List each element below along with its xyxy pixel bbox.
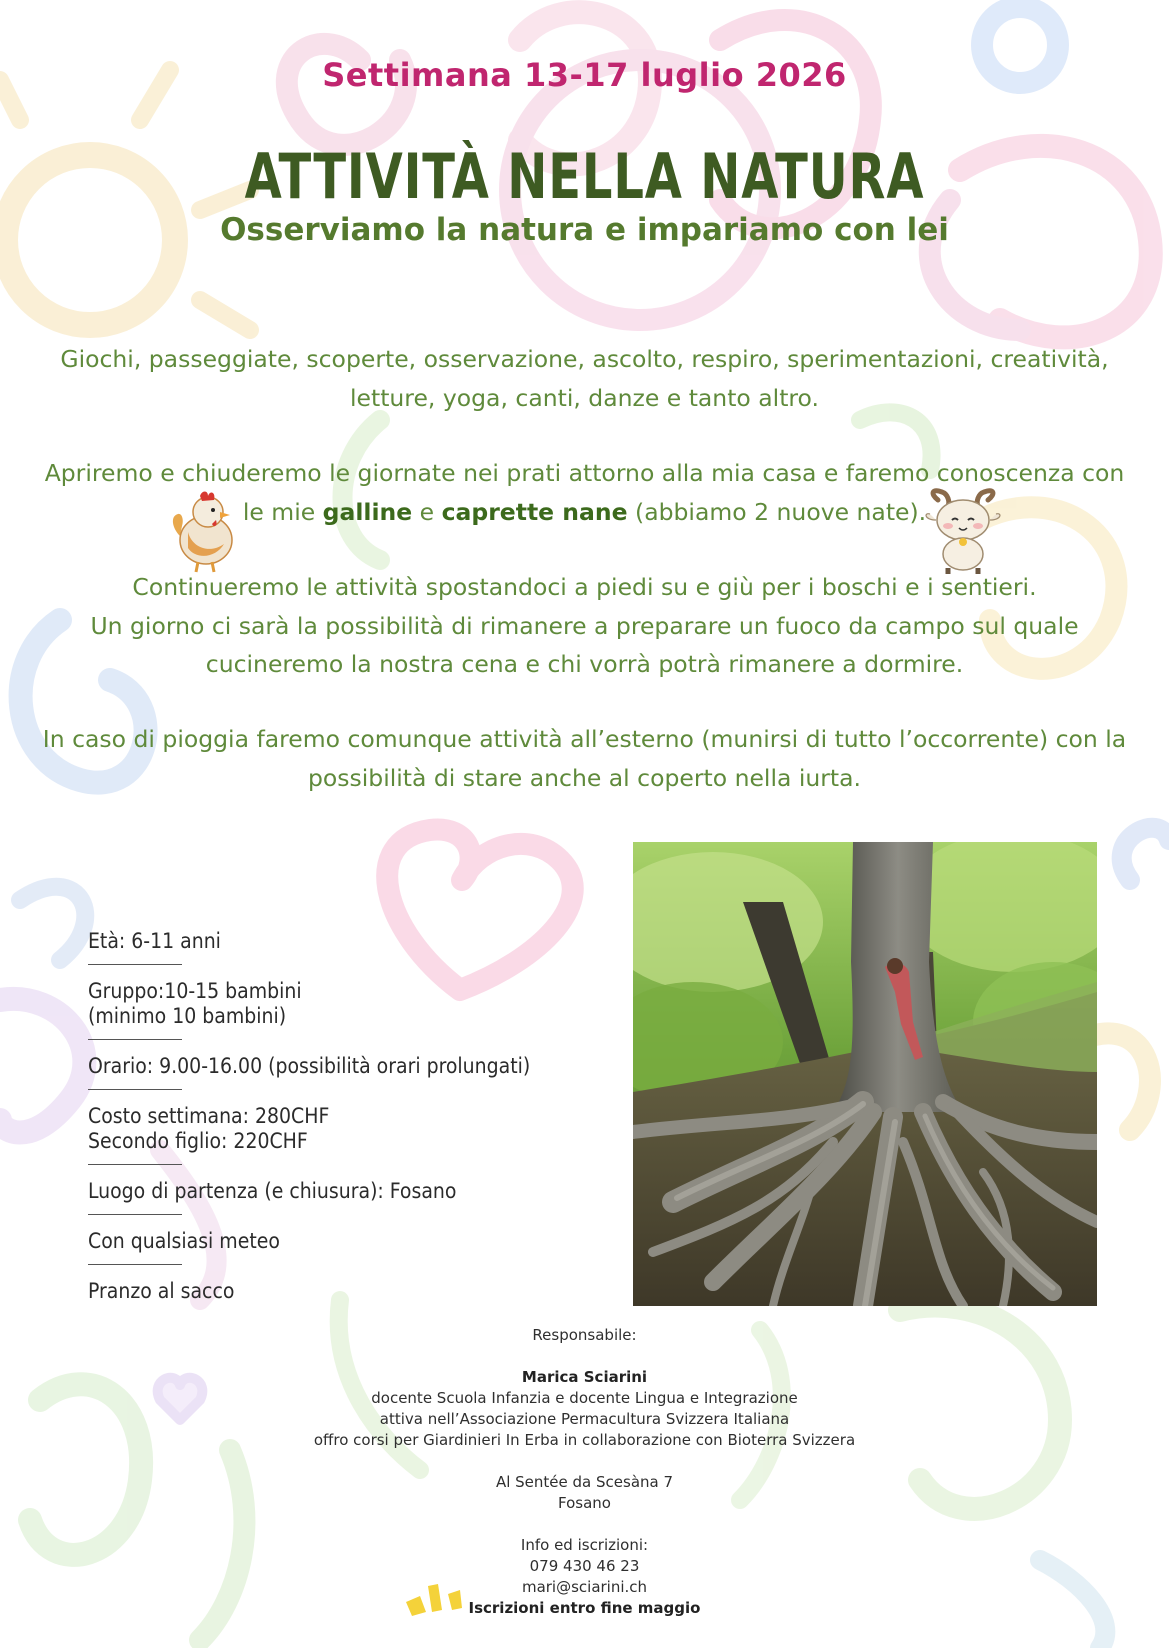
paragraph-line: Giochi, passeggiate, scoperte, osservazione, ascolto, respiro, sperimentazioni, creatività,: [60, 345, 1109, 373]
contact-phone: 079 430 46 23: [529, 1557, 640, 1575]
info-age: Età: 6-11 anni: [88, 929, 221, 953]
tree-roots-photo: [633, 842, 1097, 1306]
paragraph-line: Un giorno ci sarà la possibilità di rimanere a preparare un fuoco da campo sul quale: [90, 611, 1079, 640]
text-run: e: [412, 497, 442, 526]
address-town: Fosano: [558, 1494, 611, 1512]
divider: [88, 1264, 182, 1265]
responsible-name: Marica Sciarini: [521, 1368, 648, 1386]
highlight-galline: galline: [322, 497, 413, 526]
info-schedule: Orario: 9.00-16.00 (possibilità orari prolungati): [88, 1054, 531, 1078]
contact-label: Info ed iscrizioni:: [520, 1536, 649, 1554]
divider: [88, 1214, 182, 1215]
paragraph-line: In caso di pioggia faremo comunque attività all’esterno (munirsi di tutto l’occorrente) con la: [42, 725, 1127, 753]
paragraph-line: Apriremo e chiuderemo le giornate nei prati attorno alla mia casa e faremo conoscenza con: [44, 459, 1125, 487]
responsible-role: offro corsi per Giardinieri In Erba in collaborazione con Bioterra Svizzera: [313, 1431, 856, 1449]
divider: [88, 1089, 182, 1090]
goat-illustration: [924, 488, 1002, 574]
info-group-min: (minimo 10 bambini): [88, 1004, 287, 1028]
divider: [88, 1039, 182, 1040]
highlight-caprette: caprette nane: [441, 497, 628, 526]
divider: [88, 1164, 182, 1165]
info-group: Gruppo:10-15 bambini: [88, 979, 302, 1003]
responsible-role: docente Scuola Infanzia e docente Lingua e Integrazione: [371, 1389, 798, 1407]
info-cost-second: Secondo figlio: 220CHF: [88, 1129, 308, 1153]
paragraph-line: possibilità di stare anche al coperto nella iurta.: [307, 763, 862, 792]
sparkle-icon: [404, 1580, 468, 1620]
responsible-block: [0, 1367, 1169, 1451]
contact-email[interactable]: mari@sciarini.ch: [521, 1578, 648, 1596]
address-block: [0, 1472, 1169, 1514]
info-cost: Costo settimana: 280CHF: [88, 1104, 330, 1128]
divider: [88, 964, 182, 965]
paragraph-line: Continueremo le attività spostandoci a piedi su e giù per i boschi e i sentieri.: [132, 573, 1037, 601]
info-location: Luogo di partenza (e chiusura): Fosano: [88, 1179, 457, 1203]
text-run: le mie: [242, 497, 323, 526]
page-title: ATTIVITÀ NELLA NATURA: [244, 140, 925, 213]
address-street: Al Sentée da Scesàna 7: [495, 1473, 674, 1491]
info-weather: Con qualsiasi meteo: [88, 1229, 280, 1253]
deadline: Iscrizioni entro fine maggio: [468, 1599, 701, 1617]
week-dates: Settimana 13-17 luglio 2026: [322, 56, 847, 94]
text-run: (abbiamo 2 nuove nate).: [627, 497, 927, 526]
paragraph-line: cucineremo la nostra cena e chi vorrà potrà rimanere a dormire.: [205, 650, 964, 678]
responsible-label: Responsabile:: [532, 1326, 637, 1344]
paragraph-line: letture, yoga, canti, danze e tanto altro.: [350, 383, 819, 412]
info-lunch: Pranzo al sacco: [88, 1279, 235, 1303]
contact-block: [0, 1535, 1169, 1619]
page-subtitle: Osserviamo la natura e impariamo con lei: [220, 212, 949, 248]
responsible-role: attiva nell’Associazione Permacultura Svizzera Italiana: [379, 1410, 790, 1428]
